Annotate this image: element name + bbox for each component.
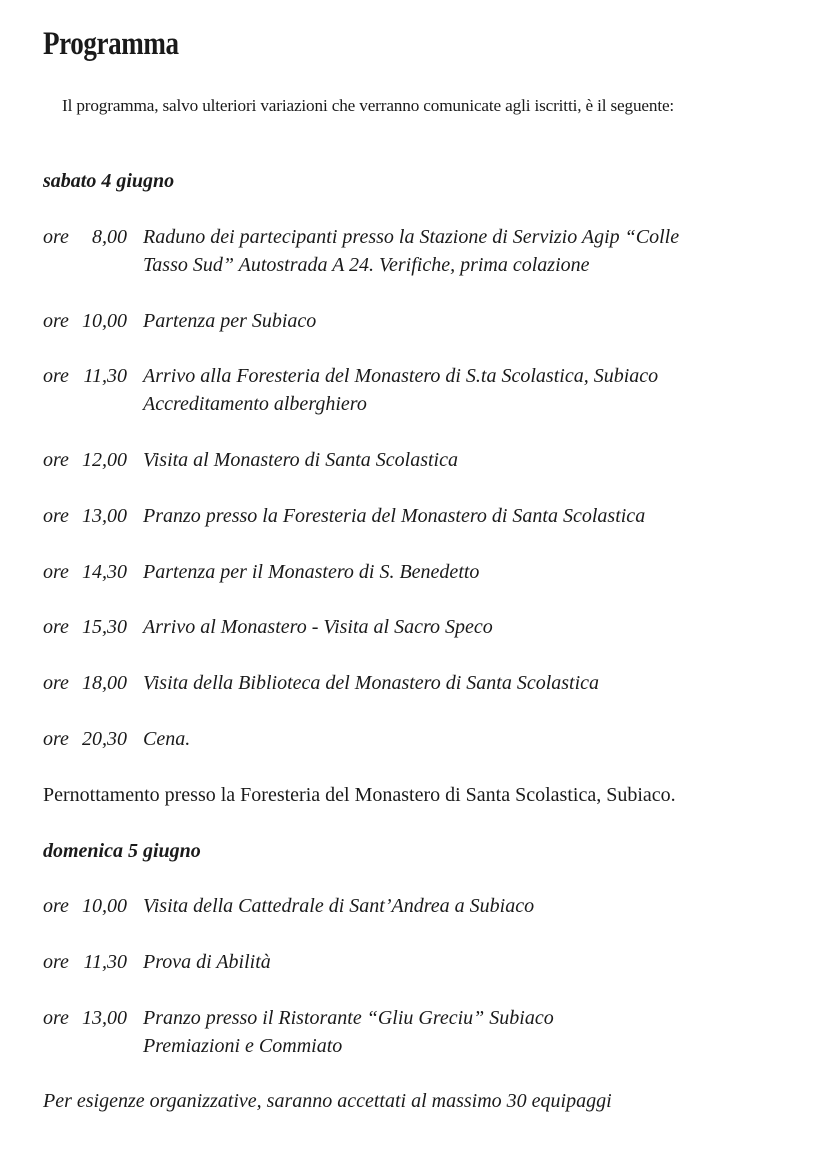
ore-label: ore (43, 728, 69, 750)
description-line: Arrivo al Monastero - Visita al Sacro Speco (143, 616, 493, 638)
entry-description (143, 362, 803, 418)
entry-description (143, 1004, 803, 1060)
entry-description (143, 223, 803, 279)
time-value: 10,00 (82, 310, 127, 332)
ore-label: ore (43, 310, 69, 332)
description-line: Arrivo alla Foresteria del Monastero di S.ta Scolastica, Subiaco (143, 365, 659, 387)
entry-description (143, 502, 803, 530)
time-value: 10,00 (82, 895, 127, 917)
overnight-note: Pernottamento presso la Foresteria del Monastero di Santa Scolastica, Subiaco. (43, 784, 676, 806)
ore-label: ore (43, 505, 69, 527)
ore-label: ore (43, 951, 69, 973)
description-line: Visita della Cattedrale di Sant’Andrea a Subiaco (143, 895, 535, 917)
ore-label: ore (43, 561, 69, 583)
time-value: 15,30 (82, 616, 127, 638)
time-value: 20,30 (82, 728, 127, 750)
time-value: 18,00 (82, 672, 127, 694)
description-line: Partenza per Subiaco (143, 310, 317, 332)
time-value: 11,30 (83, 951, 127, 973)
time-value: 13,00 (82, 505, 127, 527)
description-line: Visita al Monastero di Santa Scolastica (143, 449, 458, 471)
description-line: Cena. (143, 728, 191, 750)
intro-paragraph: Il programma, salvo ulteriori variazioni che verranno comunicate agli iscritti, è il seguente: (62, 96, 675, 115)
ore-label: ore (43, 672, 69, 694)
ore-label: ore (43, 226, 69, 248)
time-value: 8,00 (92, 226, 127, 248)
description-line: Pranzo presso il Ristorante “Gliu Greciu” Subiaco (143, 1007, 554, 1029)
entry-description (143, 892, 803, 920)
day-heading-sunday: domenica 5 giugno (43, 840, 201, 862)
entry-description (143, 558, 803, 586)
entry-description (143, 613, 803, 641)
ore-label: ore (43, 1007, 69, 1029)
entry-description (143, 446, 803, 474)
description-line: Accreditamento alberghiero (143, 393, 367, 415)
footer-note: Per esigenze organizzative, saranno accettati al massimo 30 equipaggi (43, 1090, 612, 1112)
time-value: 13,00 (82, 1007, 127, 1029)
ore-label: ore (43, 616, 69, 638)
description-line: Raduno dei partecipanti presso la Stazione di Servizio Agip “Colle (143, 226, 680, 248)
time-value: 14,30 (82, 561, 127, 583)
entry-description (143, 725, 803, 753)
description-line: Tasso Sud” Autostrada A 24. Verifiche, prima colazione (143, 254, 590, 276)
description-line: Premiazioni e Commiato (143, 1035, 343, 1057)
day-heading-saturday: sabato 4 giugno (43, 170, 175, 192)
ore-label: ore (43, 449, 69, 471)
description-line: Partenza per il Monastero di S. Benedetto (143, 561, 480, 583)
time-value: 12,00 (82, 449, 127, 471)
description-line: Prova di Abilità (143, 951, 271, 973)
ore-label: ore (43, 895, 69, 917)
entry-description (143, 669, 803, 697)
entry-description (143, 948, 803, 976)
description-line: Pranzo presso la Foresteria del Monastero di Santa Scolastica (143, 505, 646, 527)
description-line: Visita della Biblioteca del Monastero di Santa Scolastica (143, 672, 600, 694)
time-value: 11,30 (83, 365, 127, 387)
page-title: Programma (43, 26, 179, 62)
entry-description (143, 307, 803, 335)
ore-label: ore (43, 365, 69, 387)
